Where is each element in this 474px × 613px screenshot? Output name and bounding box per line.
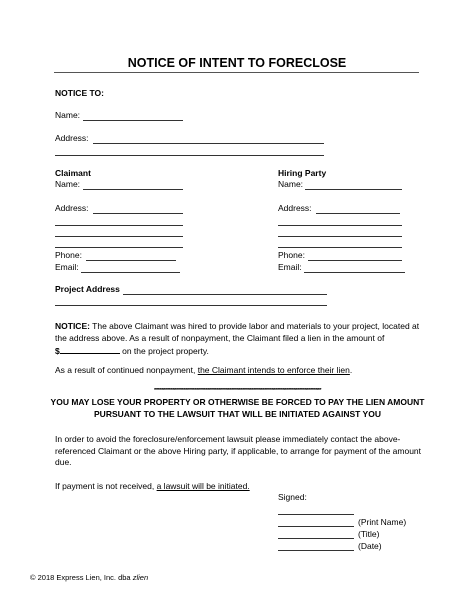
claimant-address-field-2[interactable]	[55, 225, 183, 226]
claimant-address-label: Address:	[55, 203, 89, 213]
claimant-name-field[interactable]	[83, 189, 183, 190]
hiring-party-address-field-4[interactable]	[278, 247, 402, 248]
footer-brand: zlien	[132, 573, 149, 582]
print-name-label: (Print Name)	[358, 517, 407, 527]
payment-line	[55, 481, 250, 492]
notice-to-heading: NOTICE TO:	[55, 88, 104, 98]
project-address-label: Project Address	[55, 284, 120, 294]
hiring-party-address-field-3[interactable]	[278, 236, 402, 237]
claimant-phone-label: Phone:	[55, 250, 82, 260]
claimant-name-label: Name:	[55, 179, 81, 189]
document-title: NOTICE OF INTENT TO FORECLOSE	[127, 56, 347, 70]
hiring-party-phone-label: Phone:	[278, 250, 305, 260]
avoid-lawsuit-paragraph: In order to avoid the foreclosure/enforcement lawsuit please immediately contact the above-referenced Claimant or the above Hiring party, if applicable, to arrange for payment of the amount due.	[55, 434, 422, 467]
title-divider	[54, 72, 419, 73]
project-address-field-1[interactable]	[123, 294, 327, 295]
hiring-party-name-label: Name:	[278, 179, 304, 189]
notice-text: The above Claimant was hired to provide labor and materials to your project, located at the address above. As a result of nonpayment, the Claimant filed a lien in the amount of	[55, 321, 420, 343]
notice-label: NOTICE:	[55, 321, 90, 331]
hiring-party-address-label: Address:	[278, 203, 312, 213]
claimant-email-field[interactable]	[81, 272, 180, 273]
claimant-address-field-1[interactable]	[93, 213, 183, 214]
claimant-address-field-3[interactable]	[55, 236, 183, 237]
notice-to-address-label: Address:	[55, 133, 89, 143]
amount-prefix: $	[55, 346, 60, 356]
notice-to-address-field-1[interactable]	[93, 143, 324, 144]
notice-to-name-field[interactable]	[83, 120, 183, 121]
warning-text: YOU MAY LOSE YOUR PROPERTY OR OTHERWISE BE FORCED TO PAY THE LIEN AMOUNT PURSUANT TO THE LAWSUIT THAT WILL BE INITIATED AGAINST YOU	[50, 397, 425, 419]
print-name-field[interactable]	[278, 526, 354, 527]
continued-text: As a result of continued nonpayment,	[55, 365, 196, 375]
date-field[interactable]	[278, 550, 354, 551]
hiring-party-name-field[interactable]	[305, 189, 402, 190]
notice-to-address-field-2[interactable]	[55, 155, 324, 156]
claimant-phone-field[interactable]	[86, 260, 176, 261]
date-label: (Date)	[358, 541, 382, 551]
warning-stars: *******************************************************************************************	[154, 388, 321, 394]
hiring-party-email-field[interactable]	[304, 272, 405, 273]
claimant-address-field-4[interactable]	[55, 247, 183, 248]
hiring-party-email-label: Email:	[278, 262, 302, 272]
payment-text: If payment is not received,	[55, 481, 155, 491]
notice-to-name-label: Name:	[55, 110, 81, 120]
continued-nonpayment-line: As a result of continued nonpayment, the Claimant intends to enforce their lien.	[55, 365, 353, 375]
hiring-party-heading: Hiring Party	[278, 168, 327, 178]
lien-amount-field[interactable]	[60, 344, 120, 354]
footer-text: © 2018 Express Lien, Inc. dba	[30, 573, 131, 582]
signed-label: Signed:	[278, 492, 307, 502]
title-label: (Title)	[358, 529, 380, 539]
claimant-heading: Claimant	[55, 168, 91, 178]
payment-underlined: a lawsuit will be initiated.	[156, 481, 250, 491]
hiring-party-phone-field[interactable]	[308, 260, 402, 261]
title-field[interactable]	[278, 538, 354, 539]
continued-underlined: the Claimant intends to enforce their lien	[197, 365, 350, 375]
claimant-email-label: Email:	[55, 262, 79, 272]
footer	[30, 573, 148, 582]
notice-paragraph	[55, 321, 425, 358]
hiring-party-address-field-2[interactable]	[278, 225, 402, 226]
amount-suffix: on the project property.	[122, 346, 209, 356]
hiring-party-address-field-1[interactable]	[316, 213, 400, 214]
project-address-field-2[interactable]	[55, 305, 327, 306]
signature-field[interactable]	[278, 514, 354, 515]
